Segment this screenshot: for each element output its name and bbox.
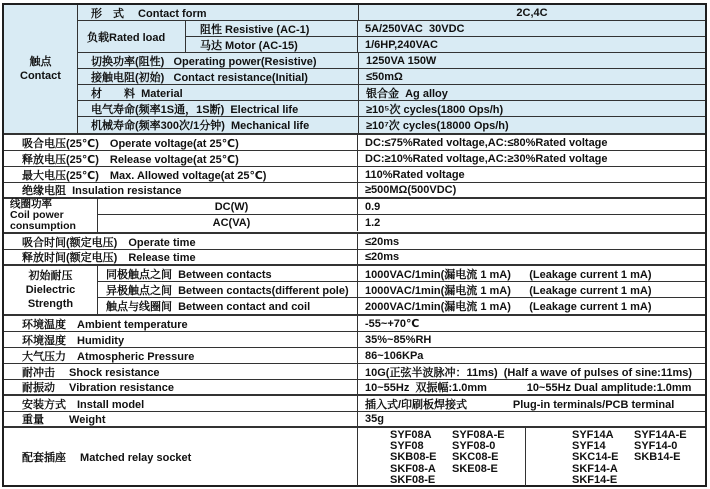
row-value: 110%Rated voltage bbox=[365, 168, 465, 181]
row-insulation-resistance bbox=[4, 183, 705, 199]
dielectric-group bbox=[4, 266, 705, 316]
row-label: 绝缘电阻 Insulation resistance bbox=[4, 183, 358, 197]
row-contact-form bbox=[78, 5, 705, 21]
socket-model: SYF08-0 bbox=[452, 440, 496, 453]
row-operate-voltage bbox=[4, 135, 705, 151]
coil-head-line3: consumption bbox=[10, 220, 76, 232]
row-label: 同极触点之间 Between contacts bbox=[98, 266, 358, 281]
contact-group-header bbox=[4, 5, 78, 133]
socket-model: SKF14-E bbox=[572, 473, 618, 486]
dielectric-head-line1: 初始耐压 bbox=[28, 270, 73, 282]
row-label: 大气压力 Atmospheric Pressure bbox=[4, 348, 358, 363]
row-matched-relay-socket bbox=[4, 428, 705, 486]
socket-model: SYF08A bbox=[390, 429, 432, 441]
row-mechanical-life bbox=[78, 117, 705, 133]
row-value: 10~55Hz 双振幅:1.0mm 10~55Hz Dual amplitude:1.0mm bbox=[365, 382, 692, 394]
coil-power-group bbox=[4, 199, 705, 234]
socket-model: SKC14-E bbox=[572, 451, 619, 464]
row-label: 配套插座 Matched relay socket bbox=[4, 428, 358, 486]
row-vibration-resistance bbox=[4, 380, 705, 396]
row-value: ≥500MΩ(500VDC) bbox=[365, 184, 457, 196]
dielectric-header bbox=[4, 266, 98, 314]
contact-group-rows bbox=[78, 5, 705, 133]
row-value: 10G(正弦半波脉冲：11ms) (Half a wave of pulses of sine:11ms) bbox=[365, 366, 693, 379]
row-label: 触点与线圈间 Between contact and coil bbox=[98, 298, 358, 314]
row-load-motor bbox=[186, 37, 705, 53]
row-value: 1000VAC/1min(漏电流 1 mA) (Leakage current 1 mA) bbox=[365, 284, 652, 297]
row-label: 重量 Weight bbox=[4, 412, 358, 426]
row-label: 材 料 Material bbox=[78, 85, 359, 100]
row-value: DC:≥10%Rated voltage,AC:≥30%Rated voltage bbox=[365, 152, 608, 165]
row-value: 35%~85%RH bbox=[365, 333, 432, 346]
row-contact-resistance bbox=[78, 69, 705, 85]
row-value: 5A/250VAC 30VDC bbox=[365, 22, 465, 35]
row-label: 接触电阻(初始) Contact resistance(Initial) bbox=[78, 69, 359, 84]
row-between-contacts bbox=[98, 266, 705, 282]
row-release-time bbox=[4, 250, 705, 266]
row-max-voltage bbox=[4, 167, 705, 183]
row-value: 1/6HP,240VAC bbox=[365, 39, 438, 51]
row-ambient-temperature bbox=[4, 316, 705, 332]
row-value: ≤20ms bbox=[365, 251, 400, 263]
row-label: DC(W) bbox=[98, 199, 358, 214]
row-label: 释放时间(额定电压) Release time bbox=[4, 250, 358, 264]
row-value: 1000VAC/1min(漏电流 1 mA) (Leakage current 1 mA) bbox=[365, 268, 652, 281]
socket-model: SKE08-E bbox=[452, 462, 498, 475]
socket-model: SYF14A bbox=[572, 429, 614, 441]
contact-group bbox=[4, 5, 705, 135]
row-release-voltage bbox=[4, 151, 705, 167]
row-label: 阻性 Resistive (AC-1) bbox=[186, 21, 358, 36]
row-label: AC(VA) bbox=[98, 215, 358, 231]
socket-values bbox=[358, 428, 705, 486]
row-value: 86~106KPa bbox=[365, 349, 424, 362]
coil-head-line1: 线圈功率 bbox=[10, 198, 52, 210]
row-value: ≤50mΩ bbox=[366, 70, 403, 83]
rated-load-label: 负载Rated load bbox=[78, 21, 186, 52]
row-label: 电气寿命(频率1S通，1S断) Electrical life bbox=[78, 101, 359, 116]
row-contact-and-coil bbox=[98, 298, 705, 314]
socket-column-left bbox=[358, 428, 526, 486]
row-value: ≥10⁵次 cycles(1800 Ops/h) bbox=[366, 103, 504, 116]
row-value: 2000VAC/1min(漏电流 1 mA) (Leakage current 1 mA) bbox=[365, 301, 652, 313]
row-value: 0.9 bbox=[365, 200, 381, 213]
socket-model: SYF14A-E bbox=[634, 429, 687, 441]
coil-head-line2: Coil power bbox=[10, 209, 64, 221]
row-humidity bbox=[4, 332, 705, 348]
row-label: 释放电压(25℃) Release voltage(at 25℃) bbox=[4, 151, 358, 166]
row-shock-resistance bbox=[4, 364, 705, 380]
row-label: 形 式 Contact form bbox=[78, 5, 359, 20]
row-value: -55~+70℃ bbox=[365, 318, 420, 330]
socket-model: SYF14-0 bbox=[634, 440, 678, 453]
row-label: 环境温度 Ambient temperature bbox=[4, 316, 358, 331]
row-label: 马达 Motor (AC-15) bbox=[186, 37, 358, 53]
socket-model: SKF08-E bbox=[390, 473, 436, 486]
row-label: 耐冲击 Shock resistance bbox=[4, 364, 358, 379]
socket-column-right bbox=[526, 428, 705, 486]
row-coil-dc bbox=[98, 199, 705, 215]
row-label: 机械寿命(频率300次/1分钟) Mechanical life bbox=[78, 117, 359, 133]
socket-line bbox=[390, 452, 525, 463]
row-label: 耐振动 Vibration resistance bbox=[4, 380, 358, 394]
socket-model: SYF14 bbox=[572, 440, 606, 453]
row-coil-ac bbox=[98, 215, 705, 231]
row-label: 最大电压(25℃) Max. Allowed voltage(at 25℃) bbox=[4, 167, 358, 182]
row-install-model bbox=[4, 396, 705, 412]
row-value: ≤20ms bbox=[365, 235, 400, 248]
socket-model: SKF08-A bbox=[390, 462, 436, 475]
row-label: 异极触点之间 Between contacts(different pole) bbox=[98, 282, 358, 297]
row-weight bbox=[4, 412, 705, 428]
row-between-contacts-diff-pole bbox=[98, 282, 705, 298]
row-label: 环境湿度 Humidity bbox=[4, 332, 358, 347]
socket-model: SKC08-E bbox=[452, 451, 499, 464]
row-value: 银合金 Ag alloy bbox=[366, 87, 448, 100]
socket-model: SKB14-E bbox=[634, 451, 681, 464]
row-value: 35g bbox=[365, 413, 384, 425]
row-value: 2C,4C bbox=[516, 6, 548, 19]
row-atmospheric-pressure bbox=[4, 348, 705, 364]
row-value: ≥10⁷次 cycles(18000 Ops/h) bbox=[366, 120, 509, 132]
dielectric-head-line2: Dielectric bbox=[25, 284, 76, 296]
row-load-resistive bbox=[186, 21, 705, 37]
socket-line bbox=[572, 452, 705, 463]
row-label: 吸合时间(额定电压) Operate time bbox=[4, 234, 358, 249]
row-operate-time bbox=[4, 234, 705, 250]
socket-line bbox=[572, 475, 705, 486]
socket-model: SKF14-A bbox=[572, 462, 618, 475]
contact-head-en: Contact bbox=[20, 70, 61, 82]
socket-line bbox=[390, 475, 525, 486]
row-value: DC:≤75%Rated voltage,AC:≤80%Rated voltage bbox=[365, 136, 608, 149]
row-material bbox=[78, 85, 705, 101]
row-electrical-life bbox=[78, 101, 705, 117]
row-label: 安装方式 Install model bbox=[4, 396, 358, 411]
rated-load-group bbox=[78, 21, 705, 53]
row-label: 吸合电压(25℃) Operate voltage(at 25℃) bbox=[4, 135, 358, 150]
row-operating-power bbox=[78, 53, 705, 69]
socket-model: SKB08-E bbox=[390, 451, 437, 464]
spec-table bbox=[2, 3, 707, 487]
contact-head-cn: 触点 bbox=[29, 56, 52, 68]
socket-model: SYF08 bbox=[390, 440, 424, 453]
row-value: 1250VA 150W bbox=[366, 54, 437, 67]
row-value: 1.2 bbox=[365, 217, 381, 229]
row-label: 切换功率(阻性) Operating power(Resistive) bbox=[78, 53, 359, 68]
dielectric-head-line3: Strength bbox=[27, 298, 74, 310]
coil-power-header bbox=[4, 199, 98, 232]
row-value: 插入式/印刷板焊接式 Plug-in terminals/PCB terminal bbox=[365, 398, 675, 411]
socket-model: SYF08A-E bbox=[452, 429, 505, 441]
